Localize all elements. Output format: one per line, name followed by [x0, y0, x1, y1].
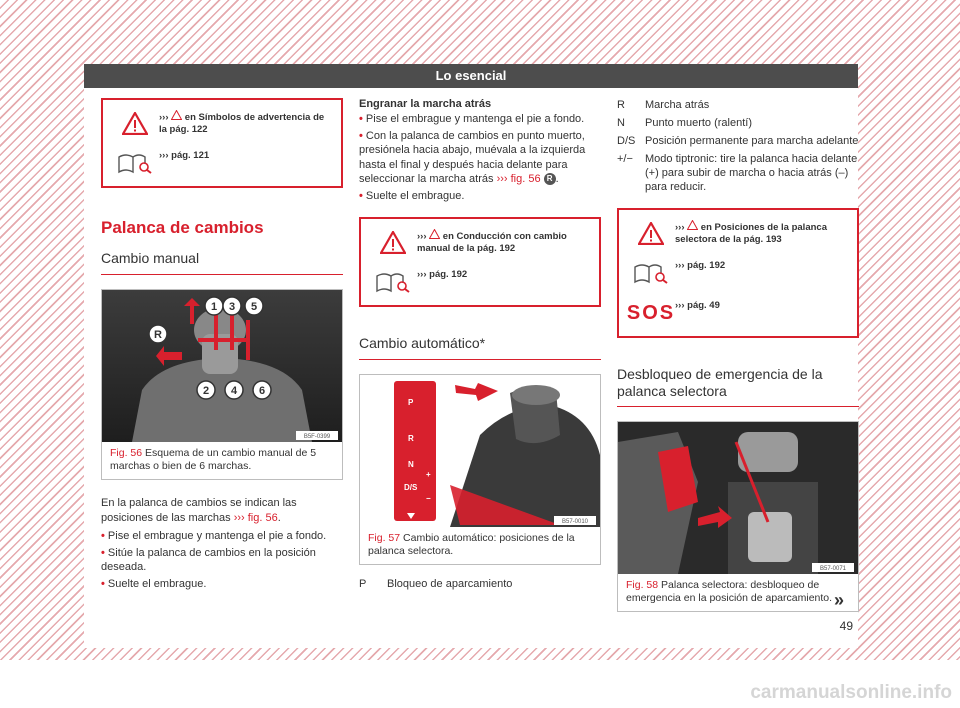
figure-56: [101, 289, 343, 480]
gate-label: D/S: [404, 483, 418, 492]
bullet-icon: •: [359, 189, 363, 202]
bullet-icon: •: [359, 129, 363, 142]
gear-label: R: [154, 329, 162, 341]
warning-triangle-icon: [627, 218, 675, 248]
bullet-icon: •: [101, 546, 105, 559]
gear-label: 3: [228, 301, 236, 313]
definition-key: D/S: [617, 135, 636, 147]
warning-row: [627, 218, 849, 248]
warning-row: [111, 108, 333, 138]
definition-key: +/−: [617, 153, 633, 165]
gate-label: P: [408, 398, 414, 407]
note-row: [369, 267, 591, 297]
note-text: [675, 258, 725, 272]
section-heading-block: [617, 366, 859, 407]
gear-label: 6: [258, 385, 266, 397]
definition-row: [617, 152, 859, 194]
link-arrows[interactable]: ›››: [159, 150, 169, 161]
sub-title: Cambio automático*: [359, 335, 601, 360]
link-arrows[interactable]: ›››: [675, 300, 685, 311]
continued-chevron-icon: »: [834, 590, 845, 610]
definition-value: Marcha atrás: [645, 99, 710, 111]
bullet-icon: •: [101, 577, 105, 590]
section-title: Palanca de cambios: [101, 218, 264, 237]
column-1: [101, 98, 343, 591]
caption-text: Esquema de un cambio manual de 5 marchas o bien de 6 marchas.: [110, 447, 317, 472]
warning-text: [417, 227, 591, 255]
bullet-icon: •: [101, 530, 105, 542]
definition-row: [617, 98, 859, 112]
warning-reference: en Conducción con cambio manual de la pág. 192: [417, 231, 567, 254]
section-heading: Desbloqueo de emergencia de la palanca selectora: [617, 366, 823, 399]
definition-value: Punto muerto (ralentí): [645, 117, 752, 129]
figure-link[interactable]: ››› fig. 56: [496, 173, 541, 185]
bullet-item: • Con la palanca de cambios en punto muerto, presiónela hacia abajo, muévala a la izquierda hasta el final y después hacia delante para seleccionar la marcha atrás ››› fig. 56 R .: [359, 129, 586, 185]
link-arrows[interactable]: ›››: [417, 231, 427, 242]
page-reference: pág. 192: [687, 260, 726, 271]
figure-label: Fig. 58: [626, 579, 659, 591]
emergency-text: [675, 298, 720, 312]
note-row: [627, 258, 849, 288]
figure-caption: [618, 574, 858, 611]
bullet-item: • Suelte el embrague.: [359, 189, 465, 202]
gear-label: 5: [250, 301, 258, 313]
note-row: [111, 148, 333, 178]
image-code: B57-0010: [561, 519, 589, 525]
small-warning-icon: [171, 110, 182, 120]
bullet-item: • Sitúe la palanca de cambios en la posición deseada.: [101, 546, 316, 573]
page-reference: pág. 49: [687, 300, 720, 311]
warning-triangle-icon: [111, 108, 159, 138]
warning-box: [617, 208, 859, 338]
note-text: [417, 267, 467, 281]
procedure-heading: Engranar la marcha atrás: [359, 98, 492, 110]
definition-row: [617, 134, 859, 148]
link-arrows[interactable]: ›››: [675, 260, 685, 271]
figure-57: [359, 374, 601, 565]
image-code: B57-0071: [819, 566, 847, 572]
gate-label: N: [408, 460, 414, 469]
gear-label: 1: [210, 301, 218, 313]
definition-value: Modo tiptronic: tire la palanca hacia delante (+) para subir de marcha o hacia atrás (–) para reducir.: [645, 153, 858, 193]
figure-link[interactable]: ››› fig. 56: [233, 511, 278, 524]
emergency-release-image: [618, 422, 858, 574]
warning-box: [359, 217, 601, 307]
warning-text: [159, 108, 333, 136]
link-arrows[interactable]: ›››: [417, 269, 427, 280]
gear-label: 4: [230, 385, 238, 397]
bullet-item: • Pise el embrague y mantenga el pie a fondo.: [101, 530, 327, 542]
small-warning-icon: [429, 229, 440, 239]
caption-text: Cambio automático: posiciones de la palanca selectora.: [368, 532, 575, 557]
definition-value: Bloqueo de aparcamiento: [387, 578, 513, 590]
page-header: Lo esencial: [84, 64, 858, 88]
figure-caption: [102, 442, 342, 479]
figure-label: Fig. 56: [110, 447, 143, 459]
bullet-icon: •: [359, 113, 363, 125]
automatic-selector-image: [360, 375, 600, 527]
gear-label: 2: [202, 385, 210, 397]
gate-label: +: [426, 470, 431, 479]
emergency-row: [627, 298, 849, 328]
link-arrows[interactable]: ›››: [159, 112, 169, 123]
page-reference: pág. 121: [171, 150, 210, 161]
note-text: [159, 148, 209, 162]
book-magnifier-icon: [369, 267, 417, 297]
sos-icon: SOS: [626, 301, 676, 324]
sub-title: Cambio manual: [101, 250, 343, 275]
book-magnifier-icon: [627, 258, 675, 288]
warning-row: [369, 227, 591, 257]
column-2: [359, 98, 601, 595]
definition-row: [617, 116, 859, 130]
watermark: carmanualsonline.info: [750, 682, 952, 703]
gate-label: −: [426, 494, 431, 503]
paragraph: En la palanca de cambios se indican las posiciones de las marchas ››› fig. 56.: [101, 497, 297, 524]
figure-label: Fig. 57: [368, 532, 401, 544]
figure-58: [617, 421, 859, 612]
definition-row: [359, 577, 601, 591]
gate-label: R: [408, 434, 414, 443]
warning-reference: en Posiciones de la palanca selectora de la pág. 193: [675, 222, 827, 245]
manual-gearshift-image: [102, 290, 342, 442]
warning-text: [675, 218, 849, 246]
page-reference: pág. 192: [429, 269, 468, 280]
bullet-item: • Suelte el embrague.: [101, 577, 207, 590]
reverse-gear-badge: R: [544, 173, 556, 185]
column-3: [617, 98, 859, 612]
figure-caption: [360, 527, 600, 564]
warning-triangle-icon: [369, 227, 417, 257]
warning-box: [101, 98, 343, 188]
definition-key: P: [359, 578, 367, 590]
definition-key: R: [617, 99, 625, 111]
warning-reference: en Símbolos de advertencia de la pág. 122: [159, 112, 325, 135]
bullet-item: • Pise el embrague y mantenga el pie a fondo.: [359, 113, 585, 125]
caption-text: Palanca selectora: desbloqueo de emergencia en la posición de aparcamiento.: [626, 579, 833, 604]
link-arrows[interactable]: ›››: [675, 222, 685, 233]
page-number: 49: [839, 619, 853, 633]
definition-key: N: [617, 117, 625, 129]
image-code: B5F-0399: [303, 434, 331, 440]
definition-value: Posición permanente para marcha adelante: [645, 135, 859, 147]
small-warning-icon: [687, 220, 698, 230]
book-magnifier-icon: [111, 148, 159, 178]
